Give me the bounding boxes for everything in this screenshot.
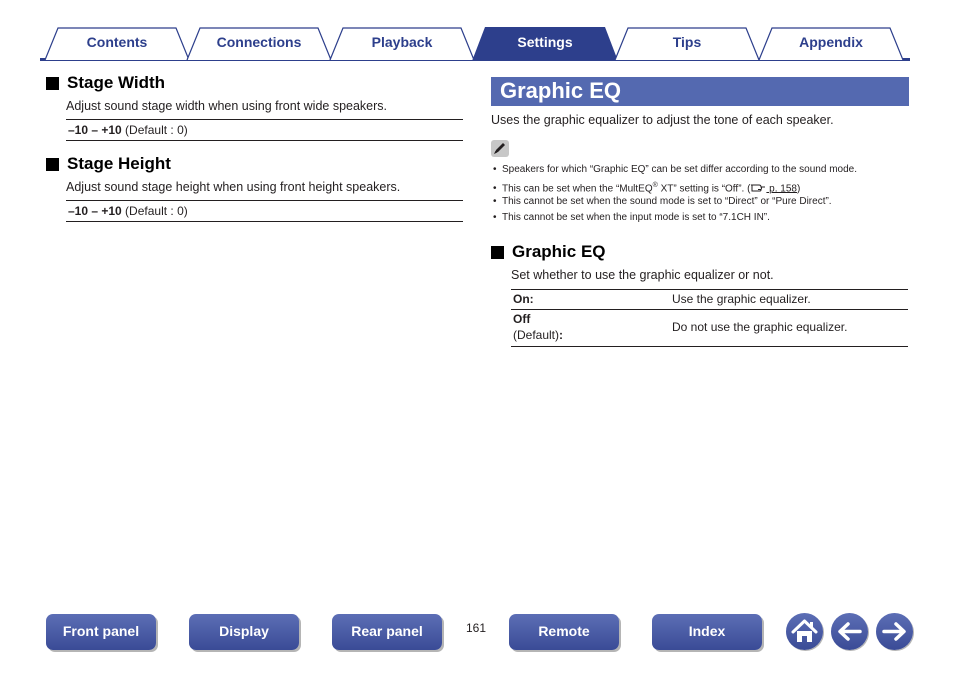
tab-playback[interactable]: [329, 27, 475, 61]
graphic-eq-sub-heading: [491, 242, 606, 262]
graphic-eq-sub-title: Graphic EQ: [512, 242, 606, 261]
graphic-eq-options-table: [511, 289, 908, 347]
home-icon: [786, 613, 823, 650]
stage-width-description: Adjust sound stage width when using front wide speakers.: [66, 99, 388, 113]
graphic-eq-intro: Uses the graphic equalizer to adjust the tone of each speaker.: [491, 113, 834, 127]
tab-contents[interactable]: [44, 27, 190, 61]
tab-playback-label: Playback: [371, 34, 433, 50]
square-bullet-icon: [46, 158, 59, 171]
list-item: • This can be set when the “MultEQ® XT” setting is “Off”. ( p. 158): [493, 182, 801, 195]
page-reference-link[interactable]: p. 158: [766, 183, 797, 195]
option-off-default: (Default):: [513, 328, 564, 342]
page-number: 161: [465, 621, 487, 635]
option-on-value: Use the graphic equalizer.: [672, 292, 811, 306]
list-item: • Speakers for which “Graphic EQ” can be set differ according to the sound mode.: [493, 164, 857, 175]
remote-button[interactable]: Remote: [509, 614, 619, 650]
home-button[interactable]: [786, 613, 823, 650]
stage-width-range: [66, 119, 463, 141]
square-bullet-icon: [46, 77, 59, 90]
stage-height-title: Stage Height: [67, 154, 171, 173]
tab-connections-label: Connections: [216, 34, 302, 50]
index-button[interactable]: Index: [652, 614, 762, 650]
option-on-key: On:: [513, 292, 534, 306]
tab-tips[interactable]: [614, 27, 760, 61]
stage-width-default: (Default : 0): [121, 123, 188, 137]
tab-connections[interactable]: [186, 27, 332, 61]
option-off-key: Off: [513, 312, 531, 326]
tab-settings[interactable]: [472, 27, 618, 61]
front-panel-button[interactable]: Front panel: [46, 614, 156, 650]
pointing-hand-icon: [750, 182, 766, 192]
stage-height-description: Adjust sound stage height when using front height speakers.: [66, 180, 401, 194]
stage-height-range-value: –10 – +10: [68, 204, 122, 218]
tab-contents-label: Contents: [86, 34, 148, 50]
tab-bar: [40, 27, 910, 61]
table-row: [511, 310, 908, 346]
page-title: Graphic EQ: [500, 78, 622, 103]
display-button[interactable]: Display: [189, 614, 299, 650]
tab-appendix[interactable]: [758, 27, 904, 61]
stage-width-heading: [46, 73, 165, 93]
tab-tips-label: Tips: [672, 34, 702, 50]
stage-width-range-value: –10 – +10: [68, 123, 122, 137]
list-item: • This cannot be set when the sound mode is set to “Direct” or “Pure Direct”.: [493, 196, 832, 207]
list-item: • This cannot be set when the input mode is set to “7.1CH IN”.: [493, 212, 770, 223]
square-bullet-icon: [491, 246, 504, 259]
pencil-icon: [491, 140, 509, 157]
arrow-left-icon: [831, 613, 868, 650]
stage-width-title: Stage Width: [67, 73, 166, 92]
stage-height-range: [66, 200, 463, 222]
tab-appendix-label: Appendix: [799, 34, 863, 50]
stage-height-default: (Default : 0): [121, 204, 188, 218]
option-off-value: Do not use the graphic equalizer.: [672, 320, 848, 334]
forward-button[interactable]: [876, 613, 913, 650]
tab-settings-label: Settings: [517, 34, 573, 50]
arrow-right-icon: [876, 613, 913, 650]
graphic-eq-title-bar: [491, 77, 909, 106]
graphic-eq-sub-description: Set whether to use the graphic equalizer or not.: [511, 268, 774, 282]
stage-height-heading: [46, 154, 171, 174]
notes-list: [493, 162, 857, 226]
rear-panel-button[interactable]: Rear panel: [332, 614, 442, 650]
table-row: [511, 290, 908, 310]
back-button[interactable]: [831, 613, 868, 650]
